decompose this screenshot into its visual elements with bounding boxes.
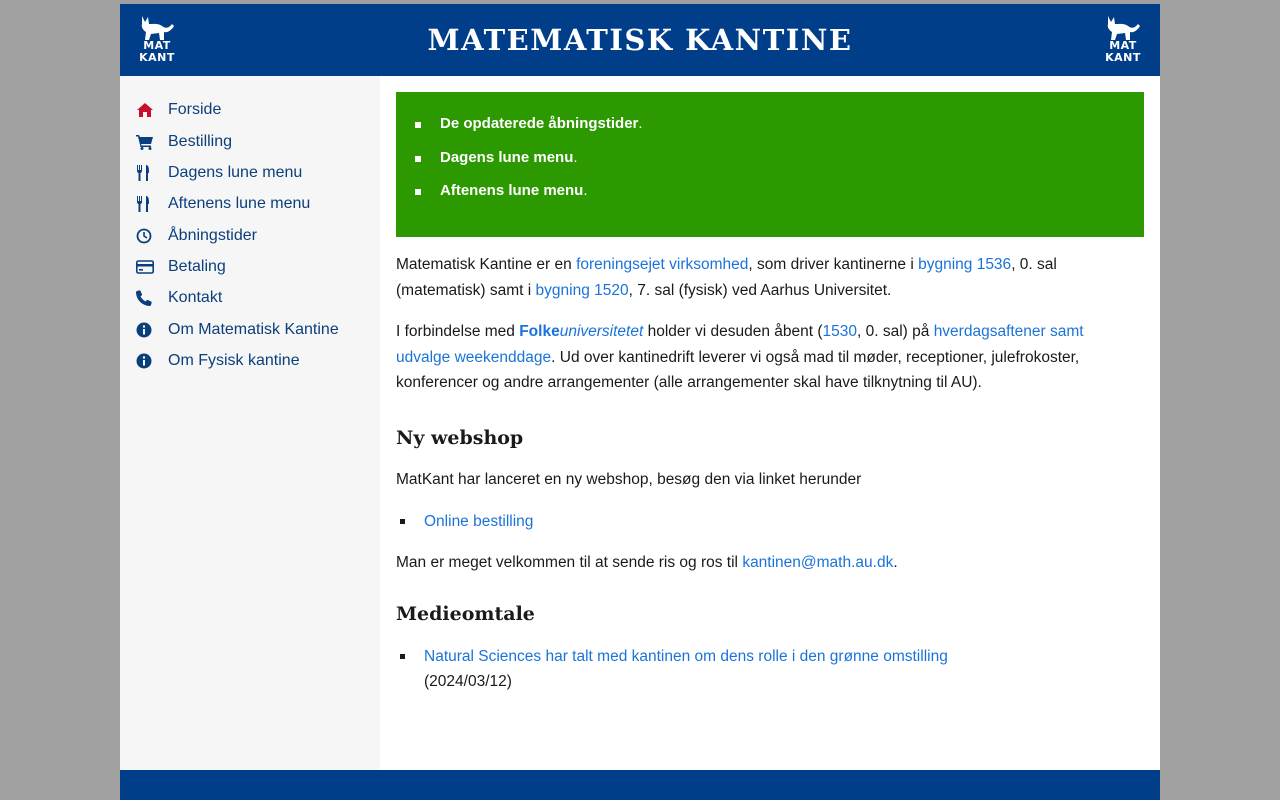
folkeuniversitet-paragraph [396,319,1136,396]
notice-suffix: . [573,149,578,166]
link-hverdagsaftener[interactable]: hverdagsaftener samt udvalge weekenddage [396,323,1084,366]
sidebar-item-label: Betaling [168,258,226,275]
webshop-text: MatKant har lanceret en ny webshop, besøg den via linket herunder [396,471,862,488]
site-header [120,4,1160,76]
brand-italic: universitetet [559,323,644,340]
folke-text: . Ud over kantinedrift leverer vi også mad til møder, receptioner, julefrokoster, konferencer og andre arrangementer (alle arrangementer skal have tilknytning til AU). [396,348,1080,391]
intro-text: Matematisk Kantine er en [396,256,577,273]
sidebar-nav [120,76,380,770]
sidebar-item-betaling[interactable] [136,257,376,281]
sidebar-item-label: Aftenens lune menu [168,195,311,212]
notice-item [440,148,578,168]
sidebar-item-om-fysisk-kantine[interactable] [136,351,376,375]
link-1530[interactable]: 1530 [822,323,857,340]
article-date: (2024/03/12) [424,673,512,690]
clock-icon [136,228,154,246]
folke-text: I forbindelse med [396,323,520,340]
phone-icon [136,290,154,308]
link-bygning-1520[interactable]: bygning 1520 [535,281,629,299]
logo-text-mat: MAT [1109,39,1137,52]
email-link[interactable]: kantinen@math.au.dk [742,554,894,571]
notice-suffix: . [638,115,643,132]
notice-suffix: . [583,182,588,199]
sidebar-item-abningstider[interactable] [136,226,376,250]
notice-item [440,181,588,201]
list-item [424,509,533,534]
webshop-heading: Ny webshop [396,427,524,449]
sidebar-item-forside[interactable] [136,100,376,124]
sidebar-item-dagens-lune-menu[interactable] [136,163,376,187]
utensils-icon [136,196,154,214]
site-title: MATEMATISK KANTINE [427,23,853,57]
intro-text: , 7. sal (fysisk) ved Aarhus Universitet. [628,281,892,299]
sidebar-item-aftenens-lune-menu[interactable] [136,194,376,218]
sidebar-item-label: Forside [168,101,222,118]
media-heading: Medieomtale [396,603,535,625]
link-foreningsejet-virksomhed[interactable]: foreningsejet virksomhed [576,256,749,273]
intro-text: , som driver kantinerne i [748,256,919,273]
link-online-bestilling[interactable]: Online bestilling [424,513,534,530]
list-item [424,644,948,694]
home-icon [136,102,154,120]
feedback-paragraph [396,550,1136,576]
info-icon [136,353,154,371]
folke-text: holder vi desuden åbent ( [643,323,823,340]
sidebar-item-label: Om Matematisk Kantine [168,321,339,338]
utensils-icon [136,165,154,183]
intro-text: , 0. sal (matematisk) samt i [396,256,1057,299]
sidebar-item-bestilling[interactable] [136,132,376,156]
link-folkeuniversitetet[interactable] [519,323,643,340]
sidebar-item-label: Bestilling [168,133,233,150]
notice-link-abningstider[interactable]: De opdaterede åbningstider [440,115,639,132]
sidebar-item-label: Åbningstider [168,227,257,244]
feedback-text: . [893,554,898,571]
sidebar-item-label: Dagens lune menu [168,164,303,181]
credit-card-icon [136,259,154,277]
cart-icon [136,134,154,152]
sidebar-item-label: Kontakt [168,289,223,306]
page [120,4,1160,800]
sidebar-item-kontakt[interactable] [136,288,376,312]
logo-right[interactable] [1100,14,1144,66]
feedback-text: Man er meget velkommen til at sende ris og ros til [396,554,743,571]
main-content [396,76,1144,770]
site-footer [120,770,1160,800]
folke-text: , 0. sal) på [857,323,934,340]
cat-logo-icon [1102,14,1142,42]
link-natural-sciences-article[interactable]: Natural Sciences har talt med kantinen om dens rolle i den grønne omstilling [424,648,948,665]
link-bygning-1536[interactable]: bygning 1536 [918,256,1012,273]
sidebar-item-om-matematisk-kantine[interactable] [136,320,376,344]
sidebar-item-label: Om Fysisk kantine [168,352,300,369]
notice-item [440,114,643,134]
logo-text-kant: KANT [1105,51,1141,64]
info-icon [136,322,154,340]
brand-bold: Folke [519,323,560,340]
notice-link-dagens-menu[interactable]: Dagens lune menu [440,149,574,166]
intro-paragraph [396,252,1136,303]
notice-link-aftenens-menu[interactable]: Aftenens lune menu [440,182,584,199]
notice-box [396,92,1144,237]
logo-text-mat: MAT [143,39,171,52]
logo-text-kant: KANT [139,51,175,64]
